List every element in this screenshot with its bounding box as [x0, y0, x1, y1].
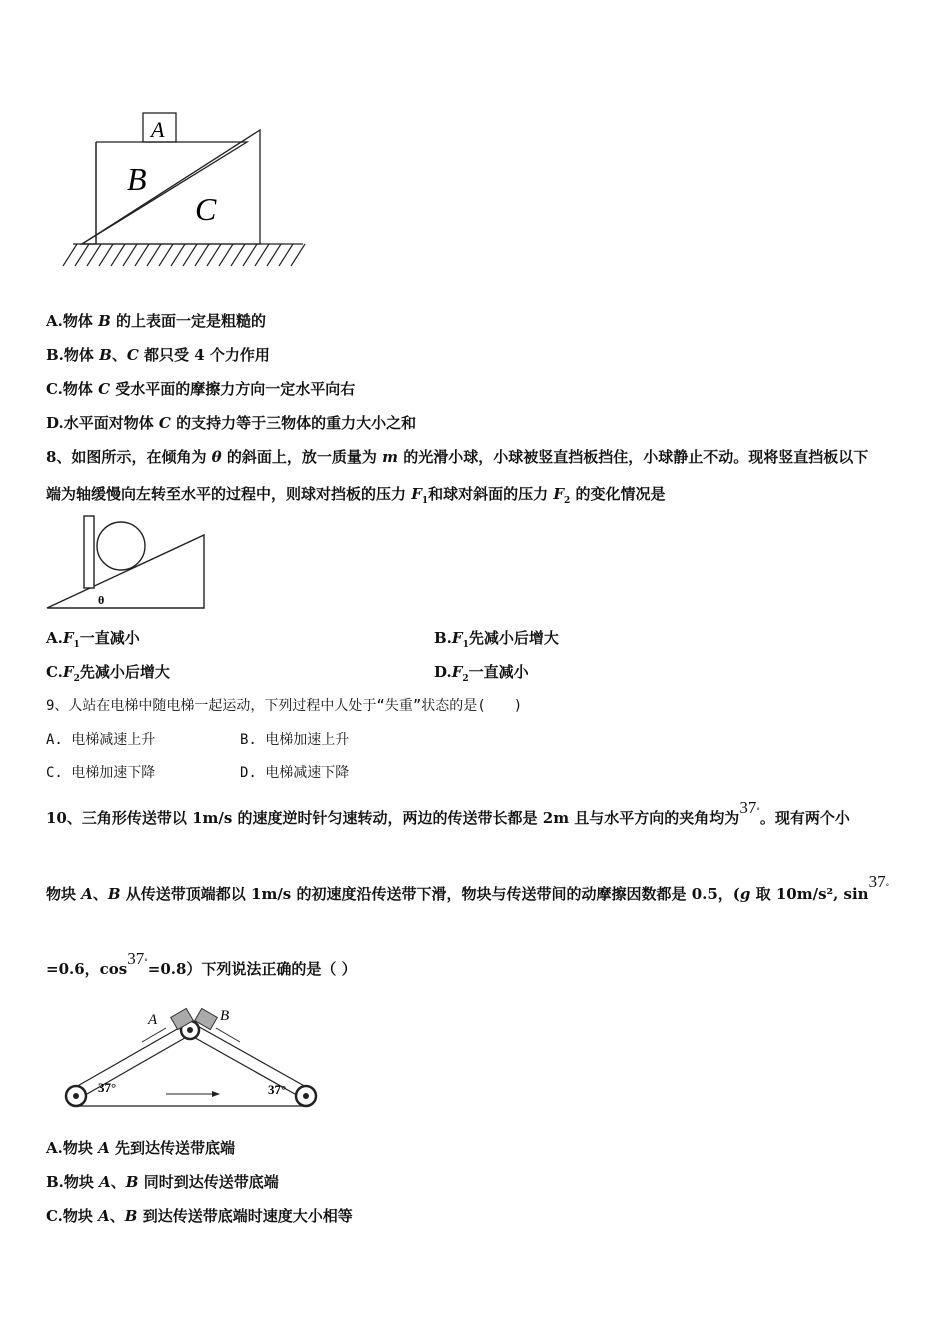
theta-label: θ [98, 593, 105, 607]
q10-stem-line2: 物块 A、B 从传送带顶端都以 1m/s 的初速度沿传送带下滑，物块与传送带间的动摩擦因数都是 0.5，(g 取 10m/s², sin37° [46, 872, 890, 903]
q10-option-b: B.物块 A、B 同时到达传送带底端 [46, 1173, 279, 1191]
q10-stem-line1: 10、三角形传送带以 1m/s 的速度逆时针匀速转动，两边的传送带长都是 2m 且与水平方向的夹角均为37°。现有两个小 [46, 798, 850, 827]
q8-option-d: $D.F_2$一直减小 [434, 663, 529, 684]
left-pulley [66, 1086, 86, 1106]
q8-stem-line1: 8、如图所示，在倾角为 θ 的斜面上，放一质量为 m 的光滑小球，小球被竖直挡板挡住，小球静止不动。现将竖直挡板以下 [46, 448, 869, 466]
q9-option-a: A. 电梯减速上升 [46, 732, 156, 748]
label-a: A [148, 1012, 158, 1028]
q10-option-a: A.物块 A 先到达传送带底端 [46, 1139, 235, 1157]
label-b: B [220, 1008, 230, 1024]
q9-stem: 9、人站在电梯中随电梯一起运动，下列过程中人处于“失重”状态的是( ) [46, 698, 523, 714]
belt-left-lower [80, 1035, 190, 1098]
q8-option-a: $A.F_1$一直减小 [46, 629, 140, 650]
q8-option-c: $C.F_2$先减小后增大 [46, 663, 170, 684]
q7-option-b: B.物体 B、C 都只受 4 个力作用 [46, 346, 270, 364]
blocks-abc-diagram [55, 110, 315, 270]
q7-option-c: C.物体 C 受水平面的摩擦力方向一定水平向右 [46, 380, 356, 398]
q7-option-a: A.物体 B 的上表面一定是粗糙的 [46, 312, 267, 330]
belt-left-upper [74, 1024, 186, 1088]
block-c [82, 130, 260, 244]
block-a-label: A [151, 117, 165, 142]
smooth-ball [97, 522, 145, 570]
q9-option-b: B. 电梯加速上升 [240, 732, 350, 748]
q8-stem-line2: 端为轴缓慢向左转至水平的过程中，则球对挡板的压力 $F_1$和球对斜面的压力 $F_2$ 的变化情况是 [46, 485, 666, 506]
belt-direction-arrowhead [212, 1091, 220, 1097]
angle-left-label: 37° [98, 1080, 117, 1095]
q9-option-c: C. 电梯加速下降 [46, 765, 156, 781]
baffle-board [84, 516, 94, 588]
angle-right-label: 37° [268, 1082, 287, 1097]
arrow-a [142, 1028, 166, 1042]
incline [47, 535, 204, 608]
arrow-b [216, 1028, 240, 1042]
block-b-label: B [127, 161, 147, 197]
belt-right-upper [194, 1024, 308, 1088]
ground-hatch [63, 244, 305, 266]
q9-option-d: D. 电梯减速下降 [240, 765, 350, 781]
conveyor-belt-diagram [60, 1002, 330, 1114]
q7-option-d: D.水平面对物体 C 的支持力等于三物体的重力大小之和 [46, 414, 417, 432]
incline-ball-diagram [44, 512, 214, 612]
q8-option-b: $B.F_1$先减小后增大 [434, 629, 559, 650]
q10-stem-line3: =0.6，cos37°=0.8）下列说法正确的是（ ） [46, 949, 357, 978]
block-c-label: C [195, 191, 217, 227]
q10-option-c: C.物块 A、B 到达传送带底端时速度大小相等 [46, 1207, 353, 1225]
right-pulley [296, 1086, 316, 1106]
